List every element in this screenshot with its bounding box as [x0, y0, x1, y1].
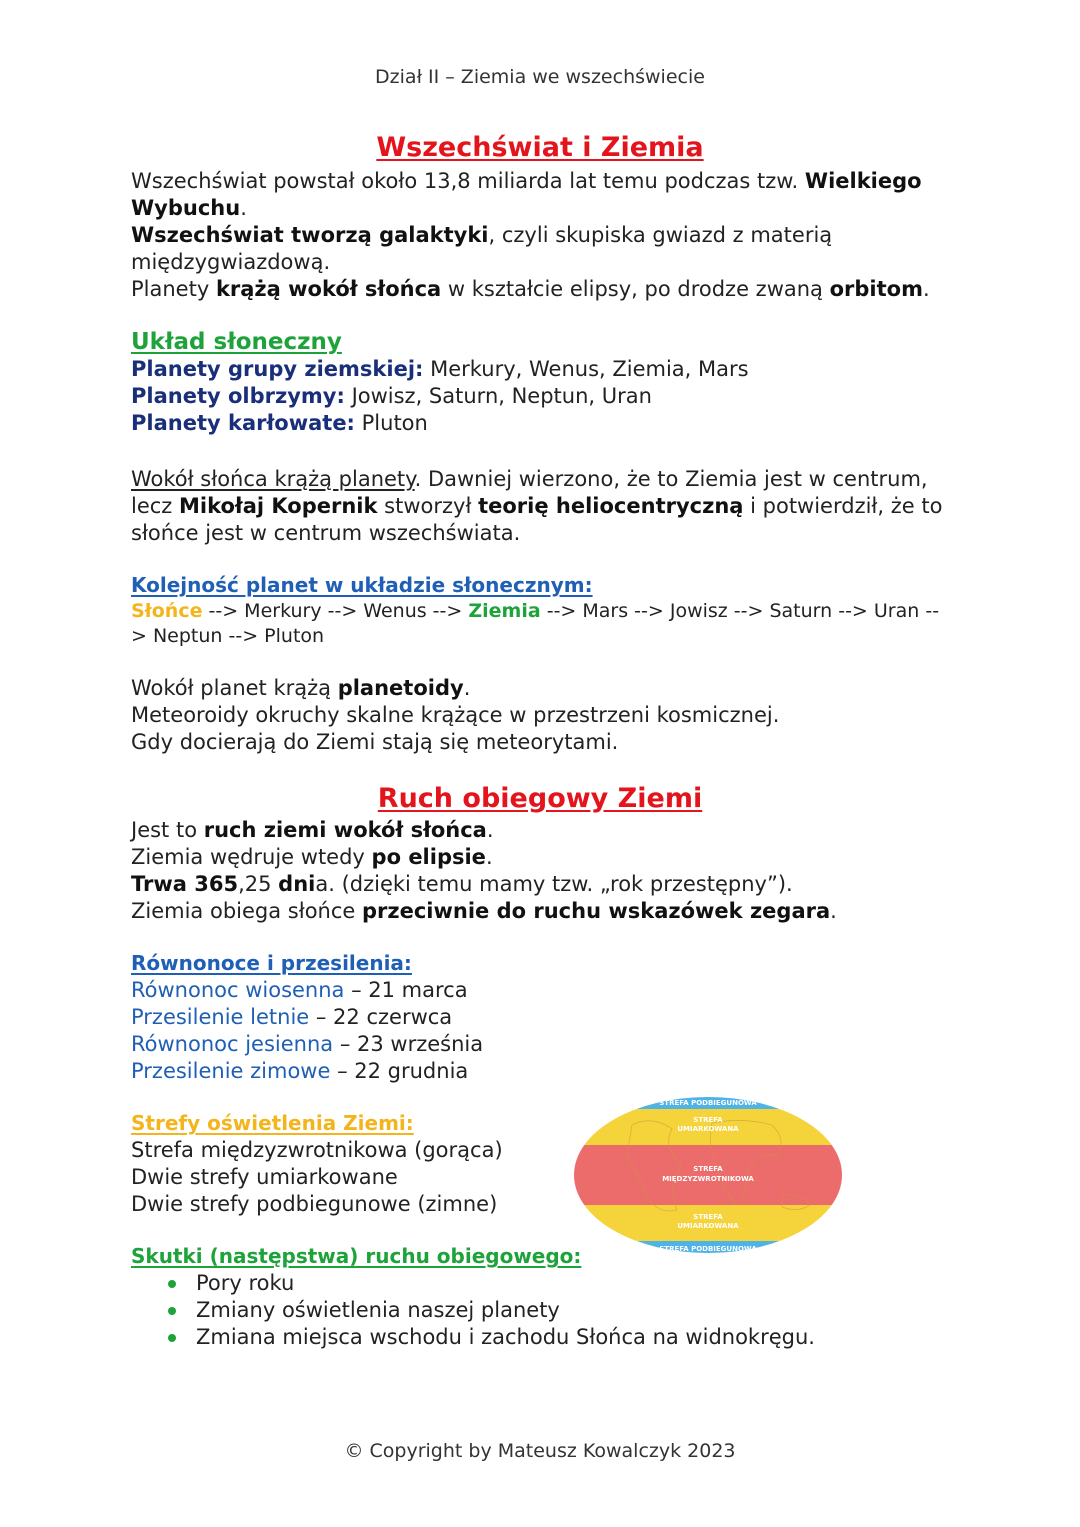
- effects-block: [131, 1243, 951, 1270]
- orbit-paragraphs: [131, 817, 951, 925]
- map-label-polar-north: STREFA PODBIEGUNOWA: [659, 1099, 757, 1107]
- map-label-temperate-south-2: UMIARKOWANA: [677, 1222, 739, 1230]
- orbit-duration-text: Trwa 365,25 dnia. (dzięki temu mamy tzw. „rok przestępny”).: [131, 872, 793, 896]
- equinox-spring: Równonoc wiosenna – 21 marca: [131, 978, 468, 1002]
- section-title-universe: Wszechświat i Ziemia: [376, 132, 704, 163]
- subtitle-orbit-effects: Skutki (następstwa) ruchu obiegowego:: [131, 1244, 582, 1268]
- zone-temperate-text: Dwie strefy umiarkowane: [131, 1165, 398, 1189]
- page-header: Dział II – Ziemia we wszechświecie: [375, 66, 705, 88]
- zone-tropical-text: Strefa międzyzwrotnikowa (gorąca): [131, 1138, 503, 1162]
- solstice-summer: Przesilenie letnie – 22 czerwca: [131, 1005, 453, 1029]
- solar-system-block: [131, 329, 951, 437]
- solstice-winter: Przesilenie zimowe – 22 grudnia: [131, 1059, 469, 1083]
- planet-group-terrestrial: Planety grupy ziemskiej: Merkury, Wenus, Ziemia, Mars: [131, 357, 749, 381]
- map-label-temperate-north-1: STREFA: [693, 1116, 723, 1124]
- planet-order-text: Słońce --> Merkury --> Wenus --> Ziemia --> Mars --> Jowisz --> Saturn --> Uran --> Neptun --> Pluton: [131, 600, 940, 647]
- universe-paragraphs: [131, 168, 951, 303]
- planet-group-giants: Planety olbrzymy: Jowisz, Saturn, Neptun, Uran: [131, 384, 652, 408]
- subtitle-equinoxes: Równonoce i przesilenia:: [131, 951, 412, 975]
- subtitle-illumination-zones: Strefy oświetlenia Ziemi:: [131, 1111, 414, 1135]
- page-footer: © Copyright by Mateusz Kowalczyk 2023: [344, 1440, 736, 1462]
- planet-group-dwarf: Planety karłowate: Pluton: [131, 411, 428, 435]
- list-item: Zmiana miejsca wschodu i zachodu Słońca na widnokręgu.: [160, 1324, 815, 1351]
- heliocentric-text: Wokół słońca krążą planety. Dawniej wierzono, że to Ziemia jest w centrum, lecz Mikołaj Kopernik stworzył teorię heliocentryczną i potwierdził, że to słońce jest w centrum wszechświata.: [131, 467, 943, 545]
- zones-block: [131, 1110, 561, 1218]
- illumination-zones-map: [572, 1095, 844, 1255]
- map-label-tropical-2: MIĘDZYZWROTNIKOWA: [662, 1175, 754, 1183]
- orbit-definition-text: Jest to ruch ziemi wokół słońca.: [131, 818, 494, 842]
- meteorites-text: Gdy docierają do Ziemi stają się meteorytami.: [131, 730, 619, 754]
- equinox-block: [131, 950, 951, 1085]
- planet-orbit-text: Planety krążą wokół słońca w kształcie elipsy, po drodze zwaną orbitom.: [131, 277, 930, 301]
- map-label-tropical-1: STREFA: [693, 1165, 723, 1173]
- zone-polar-text: Dwie strefy podbiegunowe (zimne): [131, 1192, 498, 1216]
- universe-origin-text: Wszechświat powstał około 13,8 miliarda lat temu podczas tzw. Wielkiego Wybuchu.: [131, 169, 922, 220]
- universe-galaxies-text: Wszechświat tworzą galaktyki, czyli skupiska gwiazd z materią międzygwiazdową.: [131, 223, 833, 274]
- orbit-effects-list: [160, 1270, 815, 1351]
- list-item: Pory roku: [160, 1270, 815, 1297]
- subtitle-solar-system: Układ słoneczny: [131, 329, 342, 355]
- planet-order-block: [131, 572, 951, 649]
- map-label-polar-south: STREFA PODBIEGUNOWA: [659, 1245, 757, 1253]
- map-label-temperate-south-1: STREFA: [693, 1213, 723, 1221]
- orbit-ellipse-text: Ziemia wędruje wtedy po elipsie.: [131, 845, 493, 869]
- list-item: Zmiany oświetlenia naszej planety: [160, 1297, 815, 1324]
- section-title-orbit: Ruch obiegowy Ziemi: [377, 783, 703, 814]
- equinox-autumn: Równonoc jesienna – 23 września: [131, 1032, 484, 1056]
- planetoids-block: [131, 675, 951, 756]
- meteoroids-text: Meteoroidy okruchy skalne krążące w przestrzeni kosmicznej.: [131, 703, 780, 727]
- orbit-direction-text: Ziemia obiega słońce przeciwnie do ruchu wskazówek zegara.: [131, 899, 837, 923]
- map-label-temperate-north-2: UMIARKOWANA: [677, 1125, 739, 1133]
- subtitle-planet-order: Kolejność planet w układzie słonecznym:: [131, 573, 593, 597]
- planetoids-text: Wokół planet krążą planetoidy.: [131, 676, 471, 700]
